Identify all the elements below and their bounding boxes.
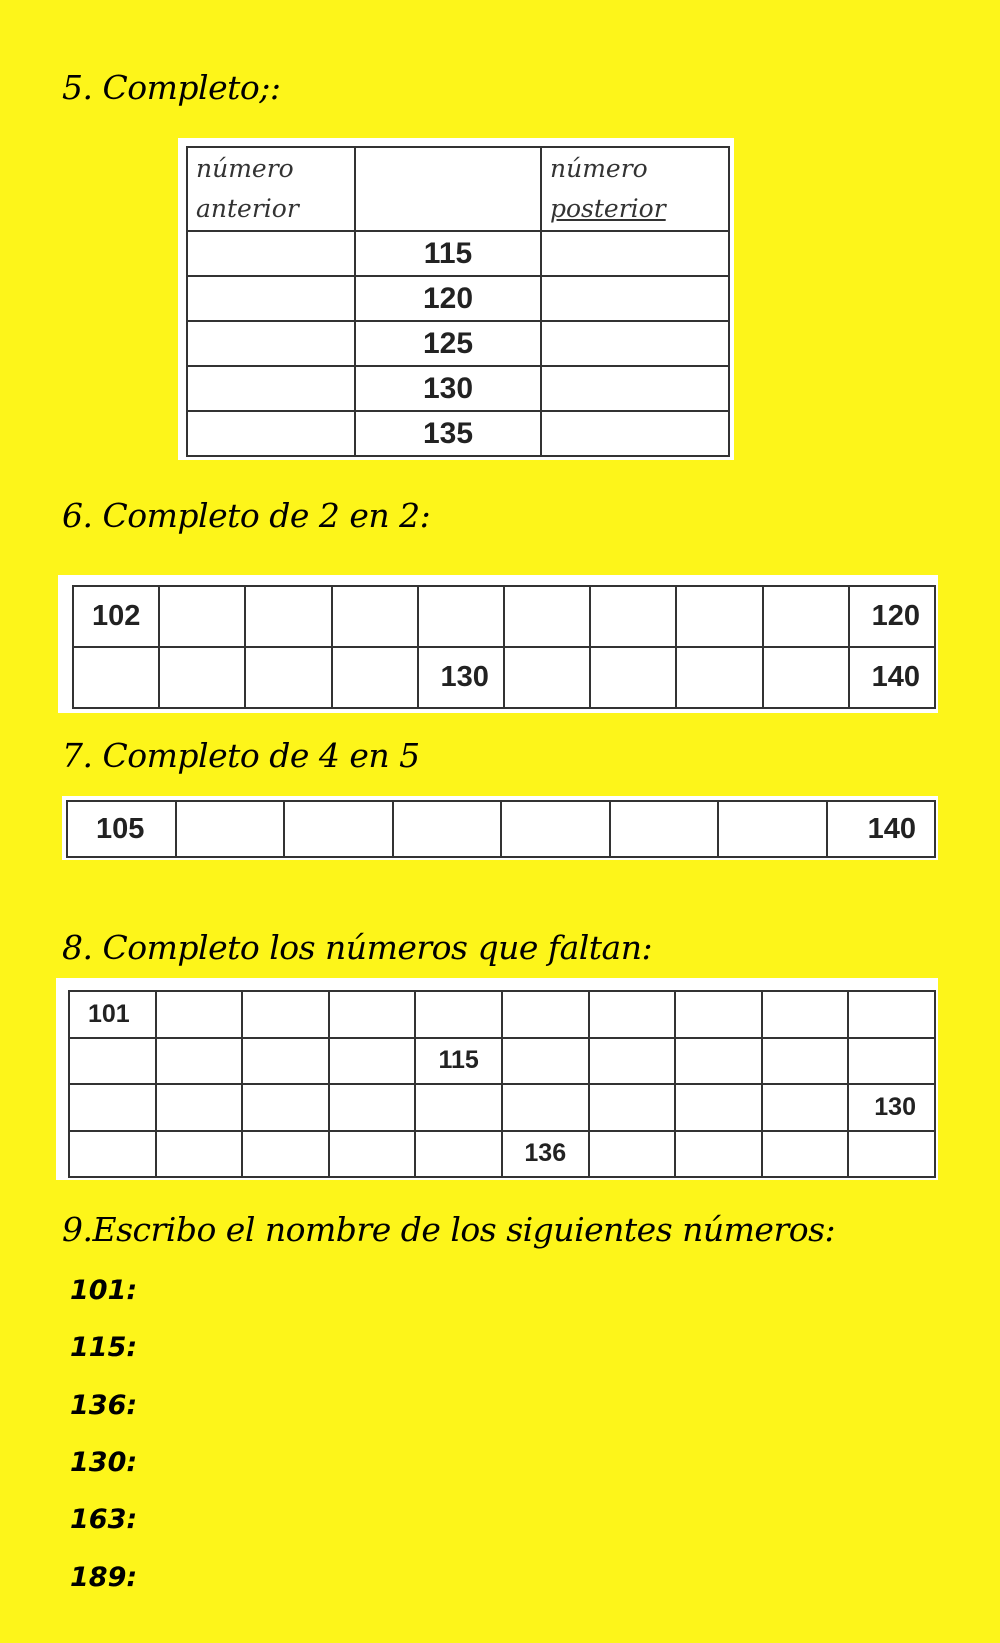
- answer-cell[interactable]: [156, 991, 243, 1038]
- number-cell: 130: [418, 647, 504, 708]
- answer-cell[interactable]: [415, 1084, 502, 1131]
- answer-cell[interactable]: [589, 1131, 676, 1178]
- answer-cell[interactable]: [415, 991, 502, 1038]
- answer-cell[interactable]: [504, 586, 590, 647]
- header-next-line2: posterior: [550, 194, 666, 223]
- q5-heading: 5. Completo;:: [62, 68, 281, 107]
- q5-table-panel: [178, 138, 734, 460]
- number-cell: 115: [355, 231, 541, 276]
- number-cell: 120: [849, 586, 935, 647]
- answer-cell[interactable]: [242, 1131, 329, 1178]
- number-cell: 130: [355, 366, 541, 411]
- answer-cell[interactable]: [610, 801, 719, 857]
- answer-cell[interactable]: [156, 1131, 243, 1178]
- number-cell: 140: [827, 801, 936, 857]
- answer-cell[interactable]: [501, 801, 610, 857]
- answer-cell[interactable]: [589, 1084, 676, 1131]
- number-label: 189:: [70, 1562, 138, 1593]
- number-label: 101:: [70, 1275, 138, 1306]
- answer-cell[interactable]: [541, 276, 729, 321]
- answer-cell[interactable]: [590, 647, 676, 708]
- number-cell: 130: [848, 1084, 935, 1131]
- answer-cell[interactable]: [69, 1038, 156, 1085]
- header-next-line1: número: [550, 154, 648, 183]
- q6-grid: [72, 585, 936, 709]
- answer-cell[interactable]: [763, 586, 849, 647]
- answer-cell[interactable]: [676, 647, 762, 708]
- q8-grid: [68, 990, 936, 1178]
- answer-cell[interactable]: [159, 586, 245, 647]
- answer-cell[interactable]: [332, 586, 418, 647]
- answer-cell[interactable]: [502, 1038, 589, 1085]
- answer-cell[interactable]: [329, 1038, 416, 1085]
- answer-cell[interactable]: [242, 991, 329, 1038]
- answer-cell[interactable]: [718, 801, 827, 857]
- answer-cell[interactable]: [187, 321, 355, 366]
- answer-cell[interactable]: [156, 1038, 243, 1085]
- answer-cell[interactable]: [848, 991, 935, 1038]
- answer-cell[interactable]: [848, 1038, 935, 1085]
- q8-grid-panel: [56, 978, 938, 1180]
- header-number-blank: [355, 147, 541, 231]
- answer-cell[interactable]: [848, 1131, 935, 1178]
- answer-cell[interactable]: [502, 991, 589, 1038]
- answer-cell[interactable]: [159, 647, 245, 708]
- q7-grid-panel: [62, 796, 938, 860]
- q5-table: [186, 146, 730, 457]
- number-label: 130:: [70, 1447, 138, 1478]
- number-cell: 101: [69, 991, 156, 1038]
- answer-cell[interactable]: [541, 411, 729, 456]
- number-cell: 115: [415, 1038, 502, 1085]
- header-previous-line1: número: [196, 154, 294, 183]
- answer-cell[interactable]: [590, 586, 676, 647]
- q8-heading: 8. Completo los números que faltan:: [62, 928, 653, 967]
- answer-cell[interactable]: [187, 366, 355, 411]
- answer-cell[interactable]: [329, 1084, 416, 1131]
- number-cell: 136: [502, 1131, 589, 1178]
- number-cell: 135: [355, 411, 541, 456]
- q7-heading: 7. Completo de 4 en 5: [62, 736, 420, 775]
- answer-cell[interactable]: [418, 586, 504, 647]
- header-next-number: [541, 147, 729, 231]
- answer-cell[interactable]: [415, 1131, 502, 1178]
- number-cell: 120: [355, 276, 541, 321]
- answer-cell[interactable]: [69, 1084, 156, 1131]
- q9-heading: 9.Escribo el nombre de los siguientes números:: [62, 1210, 836, 1249]
- answer-cell[interactable]: [762, 1038, 849, 1085]
- answer-cell[interactable]: [393, 801, 502, 857]
- header-previous-line2: anterior: [196, 194, 299, 223]
- answer-cell[interactable]: [502, 1084, 589, 1131]
- answer-cell[interactable]: [187, 276, 355, 321]
- answer-cell[interactable]: [762, 991, 849, 1038]
- number-label: 115:: [70, 1332, 138, 1363]
- number-cell: 102: [73, 586, 159, 647]
- answer-cell[interactable]: [541, 321, 729, 366]
- answer-cell[interactable]: [675, 1131, 762, 1178]
- answer-cell[interactable]: [675, 991, 762, 1038]
- header-previous-number: [187, 147, 355, 231]
- answer-cell[interactable]: [176, 801, 285, 857]
- answer-cell[interactable]: [329, 1131, 416, 1178]
- answer-cell[interactable]: [762, 1131, 849, 1178]
- answer-cell[interactable]: [69, 1131, 156, 1178]
- answer-cell[interactable]: [589, 1038, 676, 1085]
- answer-cell[interactable]: [332, 647, 418, 708]
- number-cell: 125: [355, 321, 541, 366]
- answer-cell[interactable]: [541, 366, 729, 411]
- q6-grid-panel: [58, 575, 938, 713]
- answer-cell[interactable]: [187, 231, 355, 276]
- answer-cell[interactable]: [245, 586, 331, 647]
- answer-cell[interactable]: [676, 586, 762, 647]
- answer-cell[interactable]: [242, 1084, 329, 1131]
- number-label: 163:: [70, 1504, 138, 1535]
- number-cell: 140: [849, 647, 935, 708]
- number-label: 136:: [70, 1390, 138, 1421]
- answer-cell[interactable]: [504, 647, 590, 708]
- answer-cell[interactable]: [329, 991, 416, 1038]
- answer-cell[interactable]: [589, 991, 676, 1038]
- answer-cell[interactable]: [73, 647, 159, 708]
- number-cell: 105: [67, 801, 176, 857]
- answer-cell[interactable]: [156, 1084, 243, 1131]
- q6-heading: 6. Completo de 2 en 2:: [62, 496, 431, 535]
- answer-cell[interactable]: [245, 647, 331, 708]
- answer-cell[interactable]: [675, 1084, 762, 1131]
- answer-cell[interactable]: [284, 801, 393, 857]
- answer-cell[interactable]: [762, 1084, 849, 1131]
- answer-cell[interactable]: [187, 411, 355, 456]
- answer-cell[interactable]: [242, 1038, 329, 1085]
- answer-cell[interactable]: [763, 647, 849, 708]
- answer-cell[interactable]: [541, 231, 729, 276]
- answer-cell[interactable]: [675, 1038, 762, 1085]
- q7-grid: [66, 800, 936, 858]
